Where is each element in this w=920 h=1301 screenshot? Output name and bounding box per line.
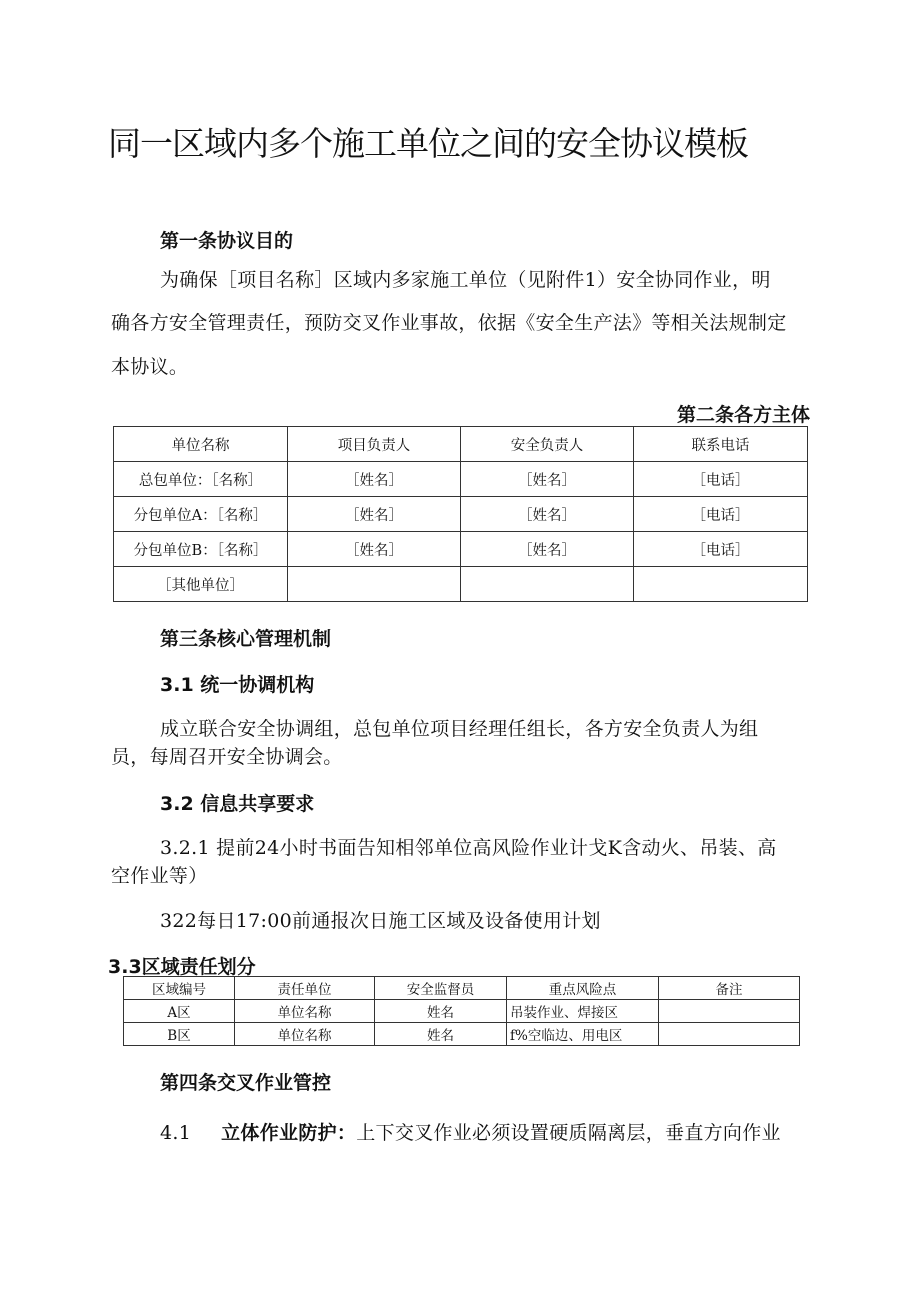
- section-4-1-bold-label: 立体作业防护：: [221, 1122, 357, 1144]
- table-cell: A区: [124, 1000, 235, 1023]
- header-cell: 区域编号: [124, 977, 235, 1000]
- table-cell: ［姓名］: [288, 497, 461, 532]
- table-cell: ［电话］: [634, 497, 808, 532]
- table-cell: [634, 567, 808, 602]
- page-title: 同一区域内多个施工单位之间的安全协议模板: [108, 124, 748, 163]
- table-header-row: [124, 977, 800, 1000]
- table-cell: 分包单位B：［名称］: [114, 532, 288, 567]
- parties-table: [113, 426, 808, 602]
- section-3-2-2-line: 322每日17:00前通报次日施工区域及设备使用计划: [160, 910, 601, 932]
- article2-heading: 第二条各方主体: [676, 404, 810, 426]
- table-cell: [461, 567, 634, 602]
- article1-line-2: 确各方安全管理责任，预防交叉作业事故，依据《安全生产法》等相关法规制定: [111, 312, 787, 334]
- table-row: [114, 532, 808, 567]
- table-cell: 单位名称: [235, 1000, 375, 1023]
- section-3-1-line-1: 成立联合安全协调组，总包单位项目经理任组长，各方安全负责人为组: [160, 718, 759, 740]
- table-row: [114, 462, 808, 497]
- header-cell: 责任单位: [235, 977, 375, 1000]
- header-cell: 单位名称: [114, 427, 288, 462]
- section-4-1-line: [160, 1118, 781, 1145]
- table-cell: B区: [124, 1023, 235, 1046]
- table-cell: ［姓名］: [461, 532, 634, 567]
- table-cell: ［姓名］: [461, 462, 634, 497]
- header-cell: 联系电话: [634, 427, 808, 462]
- header-cell: 安全负责人: [461, 427, 634, 462]
- section-4-1-text: 上下交叉作业必须设置硬质隔离层，垂直方向作业: [356, 1122, 781, 1144]
- table-cell: ［姓名］: [288, 532, 461, 567]
- table-row: [114, 567, 808, 602]
- table-cell: f%空临边、用电区: [507, 1023, 659, 1046]
- table-cell: ［电话］: [634, 462, 808, 497]
- table-cell: [659, 1023, 800, 1046]
- table-cell: ［姓名］: [461, 497, 634, 532]
- section-3-3-heading: 3.3区域责任划分: [108, 956, 256, 978]
- header-cell: 安全监督员: [375, 977, 507, 1000]
- table-cell: 姓名: [375, 1023, 507, 1046]
- table-cell: ［电话］: [634, 532, 808, 567]
- table-cell: 总包单位：［名称］: [114, 462, 288, 497]
- table-header-row: [114, 427, 808, 462]
- table-row: [114, 497, 808, 532]
- header-cell: 项目负责人: [288, 427, 461, 462]
- article1-line-1: 为确保［项目名称］区域内多家施工单位（见附件1）安全协同作业，明: [160, 269, 771, 291]
- section-3-2-1-line-1: 3.2.1 提前24小时书面告知相邻单位高风险作业计戈K含动火、吊装、高: [160, 837, 777, 859]
- article3-heading: 第三条核心管理机制: [160, 628, 332, 650]
- table-cell: 吊装作业、焊接区: [507, 1000, 659, 1023]
- table-cell: 姓名: [375, 1000, 507, 1023]
- table-cell: ［姓名］: [288, 462, 461, 497]
- zone-responsibility-table: [123, 976, 800, 1046]
- section-3-1-heading: 3.1 统一协调机构: [160, 674, 315, 696]
- header-cell: 备注: [659, 977, 800, 1000]
- table-cell: ［其他单位］: [114, 567, 288, 602]
- section-4-1-number: 4.1: [160, 1122, 192, 1144]
- section-3-2-1-line-2: 空作业等）: [111, 865, 208, 887]
- table-row: [124, 1023, 800, 1046]
- section-3-1-line-2: 员，每周召开安全协调会。: [111, 746, 343, 768]
- table-cell: 单位名称: [235, 1023, 375, 1046]
- table-cell: 分包单位A：［名称］: [114, 497, 288, 532]
- table-cell: [659, 1000, 800, 1023]
- section-3-2-heading: 3.2 信息共享要求: [160, 793, 315, 815]
- table-row: [124, 1000, 800, 1023]
- article1-line-3: 本协议。: [111, 356, 189, 378]
- table-cell: [288, 567, 461, 602]
- header-cell: 重点风险点: [507, 977, 659, 1000]
- article1-heading: 第一条协议目的: [160, 230, 294, 252]
- article4-heading: 第四条交叉作业管控: [160, 1072, 332, 1094]
